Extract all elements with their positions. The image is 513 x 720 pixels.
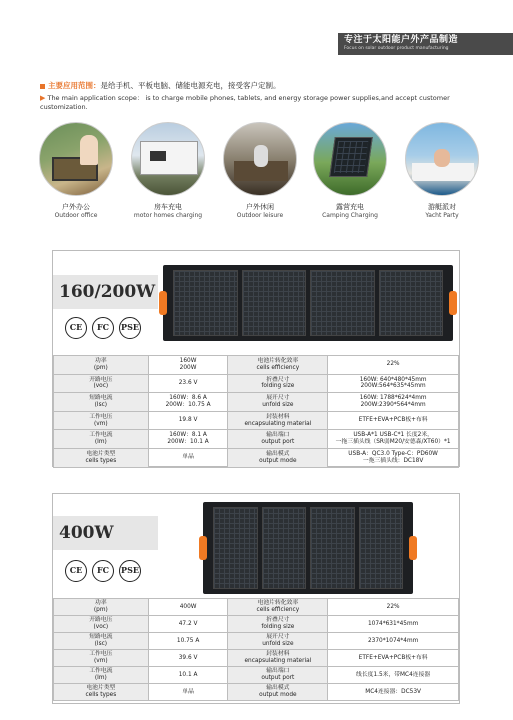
page-header xyxy=(338,33,513,55)
spec-value: 19.8 V xyxy=(148,411,228,430)
outdoor-office-photo xyxy=(39,122,113,196)
spec-label: 封装材料 encapsulating material xyxy=(228,411,328,430)
application-scenes xyxy=(36,122,476,227)
spec-value: 22% xyxy=(328,599,459,616)
spec-label: 电池片类型 cells types xyxy=(54,684,149,701)
spec-value: 22% xyxy=(328,356,459,375)
spec-value: USB-A：QC3.0 Type-C：PD60W 一拖三插头线：DC18V xyxy=(328,448,459,467)
spec-label: 展开尺寸 unfold size xyxy=(228,393,328,412)
spec-value: 160W：8.1 A 200W：10.1 A xyxy=(148,430,228,449)
fcc-mark-icon: FC xyxy=(92,317,114,339)
table-row xyxy=(54,650,459,667)
table-row xyxy=(54,633,459,650)
table-row xyxy=(54,374,459,393)
scene-outdoor-office: 户外办公 Outdoor office xyxy=(36,122,116,220)
spec-value: 160W：8.6 A 200W：10.75 A xyxy=(148,393,228,412)
spec-label: 输出端口 output port xyxy=(228,430,328,449)
spec-value: 10.1 A xyxy=(148,667,228,684)
spec-label: 折叠尺寸 folding size xyxy=(228,616,328,633)
spec-value: 23.6 V xyxy=(148,374,228,393)
spec-value: 47.2 V xyxy=(148,616,228,633)
product-spec-160-200w xyxy=(52,250,460,467)
pse-mark-icon: PSE xyxy=(119,317,141,339)
certification-marks xyxy=(65,560,141,582)
intro-text-en: The main application scope： is to charge mobile phones, tablets, and energy storage power supplies,and accept customer customization. xyxy=(40,94,450,111)
yacht-party-photo xyxy=(405,122,479,196)
spec-value: 1074*631*45mm xyxy=(328,616,459,633)
spec-value: 160W 200W xyxy=(148,356,228,375)
spec-label: 电池片转化效率 cells efficiency xyxy=(228,599,328,616)
table-row xyxy=(54,411,459,430)
spec-label: 输出模式 output mode xyxy=(228,448,328,467)
spec-value: MC4连接器：DC53V xyxy=(328,684,459,701)
spec-value: 2370*1074*4mm xyxy=(328,633,459,650)
spec-value: USB-A*1 USB-C*1 长度2米， 一拖三插头线（SR弱M20/安德森/XT60）*1 xyxy=(328,430,459,449)
intro-label: 主要应用范围： xyxy=(40,81,101,90)
table-row xyxy=(54,616,459,633)
table-row xyxy=(54,599,459,616)
spec-table xyxy=(53,355,459,468)
spec-label: 工作电压 (vm) xyxy=(54,650,149,667)
application-intro xyxy=(40,80,460,112)
spec-value: 400W xyxy=(148,599,228,616)
scene-yacht-party: 游艇派对 Yacht Party xyxy=(402,122,482,220)
table-row xyxy=(54,356,459,375)
table-row xyxy=(54,667,459,684)
spec-label: 封装材料 encapsulating material xyxy=(228,650,328,667)
spec-label: 电池片转化效率 cells efficiency xyxy=(228,356,328,375)
spec-value: 线长度1.5米，带MC4连接器 xyxy=(328,667,459,684)
product-spec-400w xyxy=(52,493,460,704)
model-title: 160/200W xyxy=(53,275,158,309)
camping-photo xyxy=(313,122,387,196)
table-row xyxy=(54,430,459,449)
spec-label: 电池片类型 cells types xyxy=(54,448,149,467)
spec-table xyxy=(53,598,459,701)
intro-text-zh: 是给手机、平板电脑、储能电源充电，接受客户定制。 xyxy=(100,81,281,90)
spec-value: 单晶 xyxy=(148,684,228,701)
spec-value: 39.6 V xyxy=(148,650,228,667)
outdoor-leisure-photo xyxy=(223,122,297,196)
spec-label: 短路电流 (Isc) xyxy=(54,393,149,412)
spec-label: 开路电压 (voc) xyxy=(54,616,149,633)
spec-value: 单晶 xyxy=(148,448,228,467)
spec-label: 折叠尺寸 folding size xyxy=(228,374,328,393)
fcc-mark-icon: FC xyxy=(92,560,114,582)
table-row xyxy=(54,684,459,701)
scene-camping: 露营充电 Camping Charging xyxy=(310,122,390,220)
spec-label: 短路电流 (Isc) xyxy=(54,633,149,650)
table-row xyxy=(54,393,459,412)
solar-panel-image xyxy=(203,502,413,594)
spec-label: 展开尺寸 unfold size xyxy=(228,633,328,650)
spec-label: 功率 (pm) xyxy=(54,599,149,616)
spec-label: 输出模式 output mode xyxy=(228,684,328,701)
certification-marks xyxy=(65,317,141,339)
ce-mark-icon: CE xyxy=(65,317,87,339)
header-subtitle: Focus on solar outdoor product manufacturing xyxy=(344,46,449,51)
solar-panel-image xyxy=(163,265,453,341)
spec-label: 工作电流 (Im) xyxy=(54,430,149,449)
scene-outdoor-leisure: 户外休闲 Outdoor leisure xyxy=(220,122,300,220)
spec-label: 开路电压 (voc) xyxy=(54,374,149,393)
spec-label: 工作电流 (Im) xyxy=(54,667,149,684)
spec-value: ETFE+EVA+PCB板+布料 xyxy=(328,411,459,430)
spec-label: 输出端口 output port xyxy=(228,667,328,684)
spec-label: 工作电压 (vm) xyxy=(54,411,149,430)
header-title: 专注于太阳能户外产品制造 xyxy=(344,35,459,45)
scene-motor-homes: 房车充电 motor homes charging xyxy=(128,122,208,220)
arrow-icon: ▶ xyxy=(40,94,46,102)
motor-home-photo xyxy=(131,122,205,196)
ce-mark-icon: CE xyxy=(65,560,87,582)
table-row xyxy=(54,448,459,467)
model-title: 400W xyxy=(53,516,158,550)
spec-value: 160W: 1788*624*4mm 200W:2390*564*4mm xyxy=(328,393,459,412)
spec-value: ETFE+EVA+PCB板+布料 xyxy=(328,650,459,667)
spec-value: 160W: 640*480*45mm 200W:564*635*45mm xyxy=(328,374,459,393)
pse-mark-icon: PSE xyxy=(119,560,141,582)
spec-label: 功率 (pm) xyxy=(54,356,149,375)
spec-value: 10.75 A xyxy=(148,633,228,650)
